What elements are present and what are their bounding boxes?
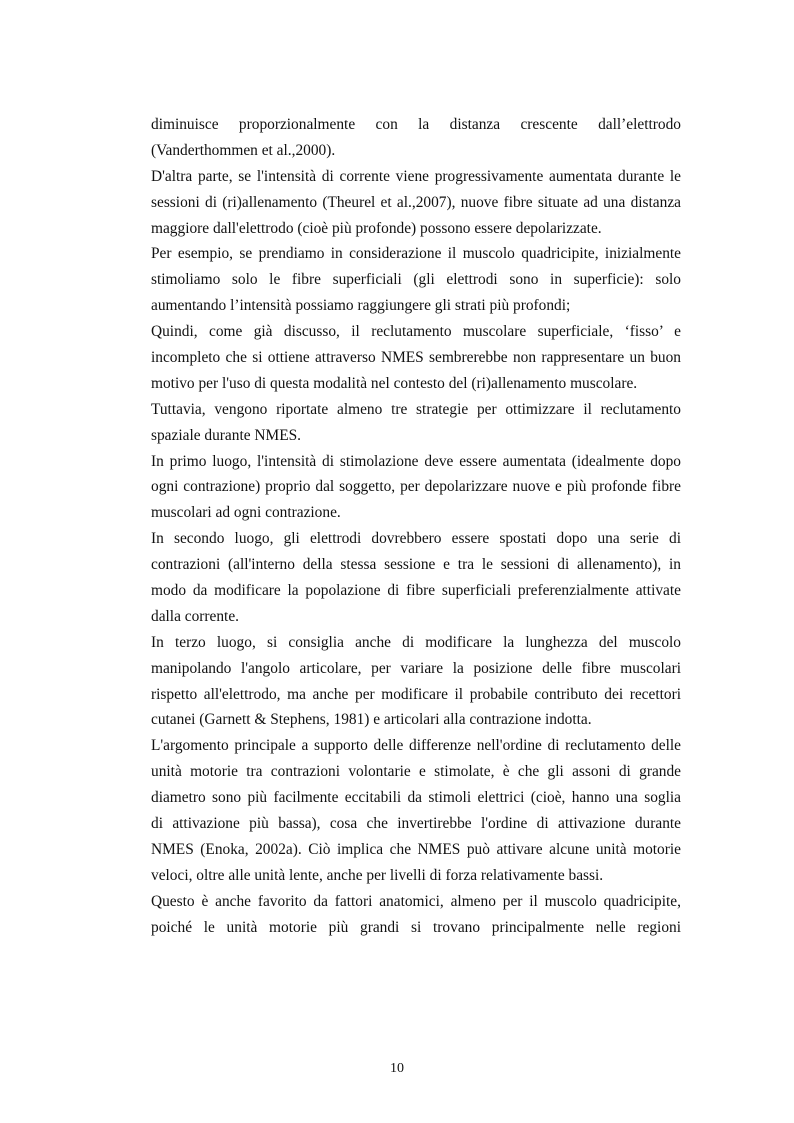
text-line: rispetto all'elettrodo, ma anche per modificare il probabile contributo dei recettori [151,685,681,703]
text-line: NMES (Enoka, 2002a). Ciò implica che NMES può attivare alcune unità motorie [151,840,681,858]
text-line: Questo è anche favorito da fattori anatomici, almeno per il muscolo quadricipite, [151,892,681,910]
text-line: D'altra parte, se l'intensità di corrente viene progressivamente aumentata durante le [151,167,681,185]
text-line: stimoliamo solo le fibre superficiali (gli elettrodi sono in superficie): solo [151,271,681,289]
text-line: spaziale durante NMES. [151,426,302,444]
text-line: Tuttavia, vengono riportate almeno tre strategie per ottimizzare il reclutamento [151,400,681,418]
text-line: sessioni di (ri)allenamento (Theurel et al.,2007), nuove fibre situate ad una distanza [151,193,681,211]
text-line: ogni contrazione) proprio dal soggetto, per depolarizzare nuove e più profonde fibre [151,478,681,496]
text-line: contrazioni (all'interno della stessa sessione e tra le sessioni di allenamento), in [151,556,681,574]
text-line: Per esempio, se prendiamo in considerazione il muscolo quadricipite, inizialmente [151,245,681,263]
text-line: In primo luogo, l'intensità di stimolazione deve essere aumentata (idealmente dopo [151,452,681,470]
text-line: poiché le unità motorie più grandi si trovano principalmente nelle regioni [151,918,681,936]
document-body [151,112,681,941]
text-line: maggiore dall'elettrodo (cioè più profonde) possono essere depolarizzate. [151,219,602,237]
text-line: diametro sono più facilmente eccitabili da stimoli elettrici (cioè, hanno una soglia [151,789,681,807]
text-line: muscolari ad ogni contrazione. [151,504,341,522]
text-line: cutanei (Garnett & Stephens, 1981) e articolari alla contrazione indotta. [151,711,592,729]
text-line: di attivazione più bassa), cosa che invertirebbe l'ordine di attivazione durante [151,815,681,833]
text-line: diminuisce proporzionalmente con la distanza crescente dall’elettrodo [151,116,681,133]
text-line: L'argomento principale a supporto delle differenze nell'ordine di reclutamento delle [151,737,681,755]
text-line: (Vanderthommen et al.,2000). [151,141,336,159]
text-line: motivo per l'uso di questa modalità nel contesto del (ri)allenamento muscolare. [151,374,638,392]
text-line: dalla corrente. [151,607,240,625]
text-line: In secondo luogo, gli elettrodi dovrebbero essere spostati dopo una serie di [151,530,681,548]
text-line: manipolando l'angolo articolare, per variare la posizione delle fibre muscolari [151,659,681,677]
page-number: 10 [390,1061,404,1076]
text-line: modo da modificare la popolazione di fibre superficiali preferenzialmente attivate [151,582,681,600]
text-line: aumentando l’intensità possiamo raggiungere gli strati più profondi; [151,297,571,315]
text-line: incompleto che si ottiene attraverso NMES sembrerebbe non rappresentare un buon [151,349,681,367]
text-line: unità motorie tra contrazioni volontarie e stimolate, è che gli assoni di grande [151,763,681,781]
text-line: In terzo luogo, si consiglia anche di modificare la lunghezza del muscolo [151,633,681,651]
text-line: Quindi, come già discusso, il reclutamento muscolare superficiale, ‘fisso’ e [151,323,681,341]
text-line: veloci, oltre alle unità lente, anche per livelli di forza relativamente bassi. [151,866,604,884]
